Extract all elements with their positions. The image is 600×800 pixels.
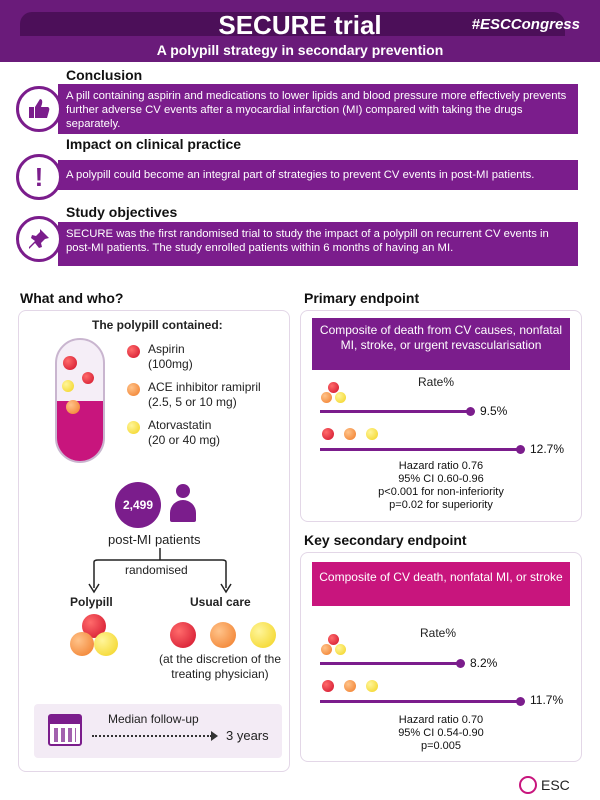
impact-title: Impact on clinical practice [66,136,242,152]
atorvastatin-dot [127,421,140,434]
arm-polypill-label: Polypill [70,595,113,609]
primary-polypill-yellow [335,392,346,403]
thumbs-up-icon [16,86,62,132]
secondary-rate-label: Rate% [420,626,457,640]
aspirin-dot [127,345,140,358]
header-banner [0,0,600,62]
secondary-polypill-bar [320,662,460,665]
page-subtitle: A polypill strategy in secondary prevention [156,42,444,58]
primary-usual-orange [344,428,356,440]
followup-label: Median follow-up [108,712,199,726]
secondary-usual-bar-end [516,697,525,706]
secondary-stats: Hazard ratio 0.70 95% CI 0.54-0.90 p=0.005 [398,714,484,752]
calendar-icon [48,714,82,746]
ingredient-aspirin: Aspirin (100mg) [148,342,193,371]
page-title: SECURE trial [218,10,382,40]
primary-usual-red [322,428,334,440]
arm-usual-care-label: Usual care [190,595,251,609]
usual-care-note: (at the discretion of the treating physician) [158,652,282,681]
capsule-pill-red-2 [82,372,94,384]
secondary-usual-bar [320,700,520,703]
secondary-usual-red [322,680,334,692]
impact-text: A polypill could become an integral part of strategies to prevent CV events in post-MI patients. [58,160,578,190]
patients-label: post-MI patients [108,532,201,547]
ramipril-dot [127,383,140,396]
esc-logo: ESC [541,777,570,793]
secondary-polypill-bar-end [456,659,465,668]
conclusion-text: A pill containing aspirin and medications to lower lipids and blood pressure more effectively prevents further adverse CV events after a myocardial infarction (MI) compared with taking the drugs separately. [58,84,578,134]
capsule-icon [55,338,105,463]
followup-arrowhead [211,731,218,741]
patients-count-circle [115,482,161,528]
secondary-polypill-yellow [335,644,346,655]
secondary-title: Key secondary endpoint [304,532,467,548]
conclusion-title: Conclusion [66,67,143,83]
patients-count: 2,499 [122,498,154,512]
exclamation-icon: ! [16,154,62,200]
usual-pill-red [170,622,196,648]
polypill-pill-orange [70,632,94,656]
secondary-usual-rate: 11.7% [530,693,564,707]
secondary-polypill-rate: 8.2% [470,656,498,670]
followup-arrow [92,735,212,737]
primary-definition: Composite of death from CV causes, nonfatal MI, stroke, or urgent revascularisation [312,318,570,370]
secondary-polypill-orange [321,644,332,655]
primary-rate-label: Rate% [418,375,455,389]
primary-title: Primary endpoint [304,290,420,306]
usual-pill-yellow [250,622,276,648]
followup-value: 3 years [226,728,269,743]
objectives-text: SECURE was the first randomised trial to study the impact of a polypill on recurrent CV events in post-MI patients. The study enrolled patients within 6 months of having an MI. [58,222,578,266]
secondary-definition: Composite of CV death, nonfatal MI, or stroke [312,562,570,606]
primary-polypill-bar-end [466,407,475,416]
hashtag[interactable]: #ESCCongress [471,16,580,33]
capsule-pill-orange [66,400,80,414]
primary-polypill-bar [320,410,470,413]
primary-usual-rate: 12.7% [530,442,565,456]
primary-polypill-rate: 9.5% [480,404,508,418]
primary-usual-yellow [366,428,378,440]
pushpin-icon [16,216,62,262]
polypill-heading: The polypill contained: [92,318,223,332]
capsule-pill-yellow [62,380,74,392]
ingredient-ramipril: ACE inhibitor ramipril (2.5, 5 or 10 mg) [148,380,261,409]
primary-polypill-red [328,382,339,393]
secondary-usual-orange [344,680,356,692]
secondary-usual-yellow [366,680,378,692]
person-icon [170,484,196,524]
polypill-pill-yellow [94,632,118,656]
usual-pill-orange [210,622,236,648]
randomised-label: randomised [122,563,191,577]
ingredient-atorvastatin: Atorvastatin (20 or 40 mg) [148,418,221,447]
primary-stats: Hazard ratio 0.76 95% CI 0.60-0.96 p<0.001 for non-inferiority p=0.02 for superiority [378,460,504,511]
primary-usual-bar-end [516,445,525,454]
secondary-polypill-red [328,634,339,645]
primary-polypill-orange [321,392,332,403]
capsule-pill-red [63,356,77,370]
objectives-title: Study objectives [66,204,178,220]
esc-heart-icon [519,776,537,794]
what-who-title: What and who? [20,290,124,306]
primary-usual-bar [320,448,520,451]
